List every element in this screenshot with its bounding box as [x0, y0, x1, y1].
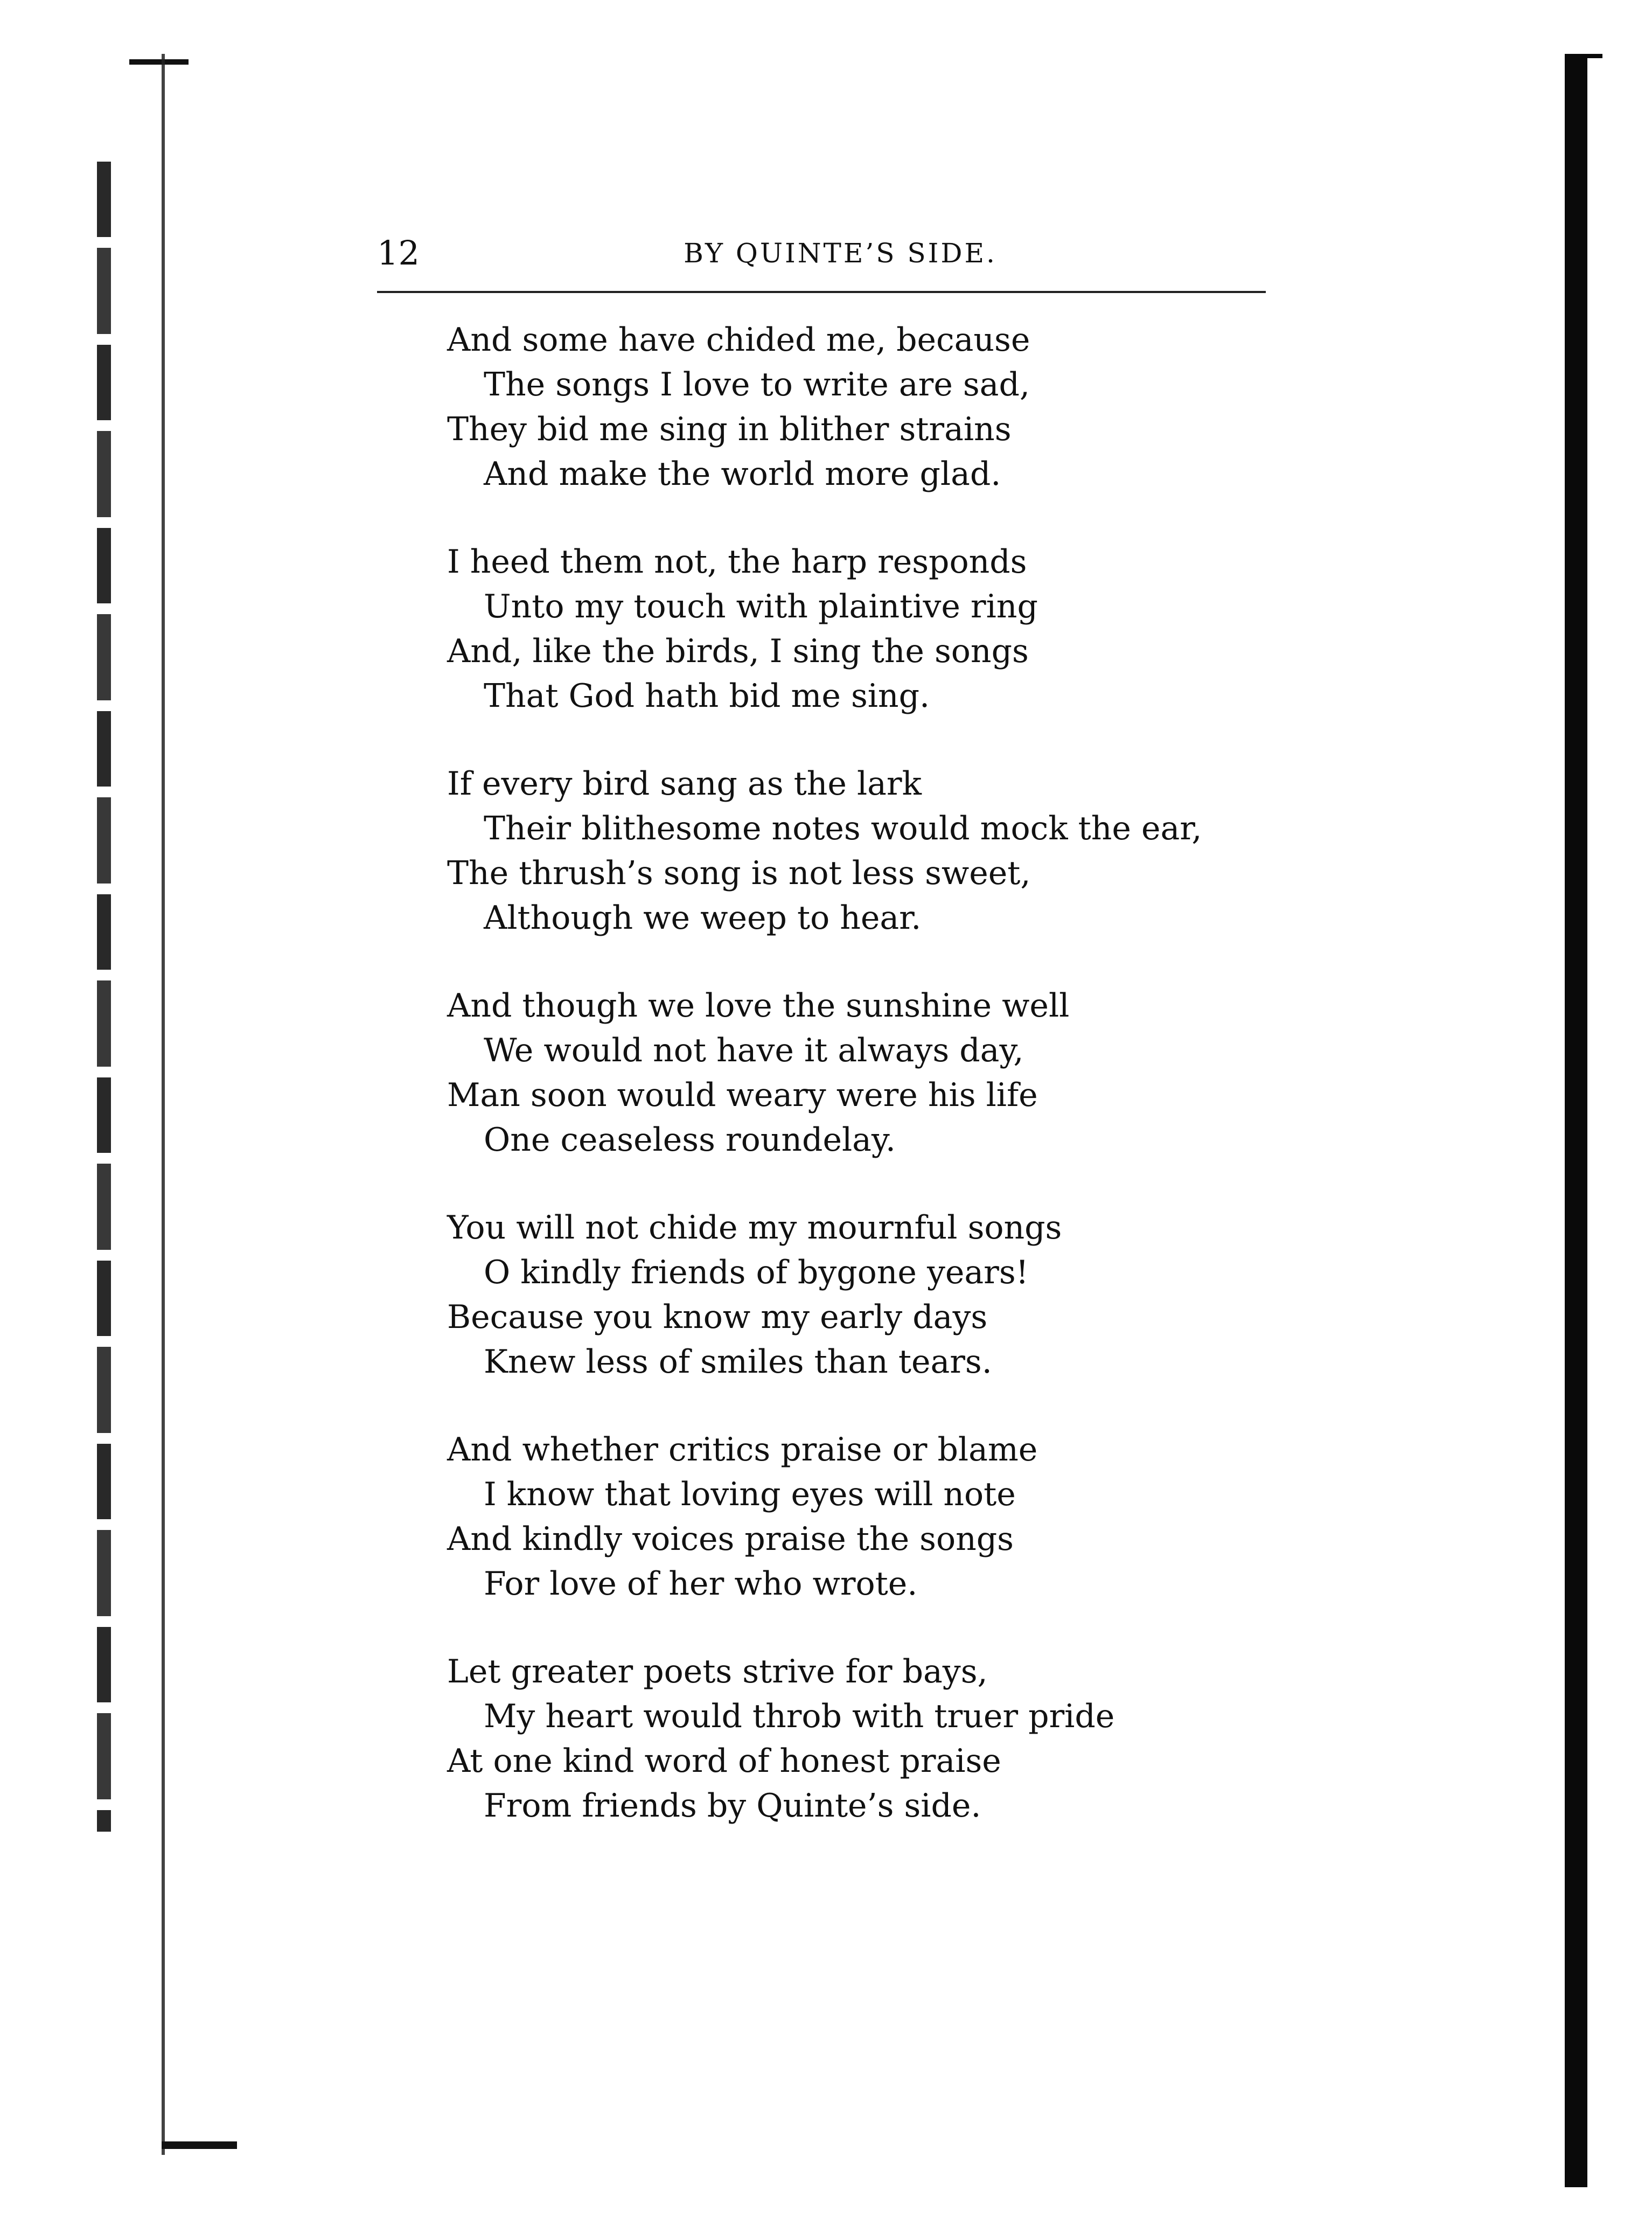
poem-line: The thrush’s song is not less sweet, [447, 854, 1031, 892]
poem-line: O kindly friends of bygone years! [484, 1254, 1029, 1291]
stanza [447, 540, 1470, 719]
poem-line: Although we weep to hear. [484, 899, 922, 937]
poem-line: The songs I love to write are sad, [484, 366, 1030, 404]
scan-edge-mark [162, 2141, 237, 2149]
scan-left-edge-line [162, 54, 165, 2155]
poem [447, 318, 1470, 1872]
stanza [447, 984, 1470, 1163]
poem-line: Man soon would weary were his life [447, 1076, 1038, 1114]
poem-line: Because you know my early days [447, 1298, 988, 1336]
running-title: BY QUINTE’S SIDE. [684, 238, 997, 269]
poem-line: Unto my touch with plaintive ring [484, 588, 1038, 625]
poem-line: They bid me sing in blither strains [447, 411, 1012, 448]
poem-line: And whether critics praise or blame [447, 1431, 1038, 1469]
poem-line: We would not have it always day, [484, 1032, 1024, 1069]
poem-line: From friends by Quinte’s side. [484, 1787, 981, 1825]
header-rule [377, 291, 1266, 293]
scan-edge-mark [129, 59, 189, 65]
poem-line: For love of her who wrote. [484, 1565, 918, 1603]
stanza [447, 1650, 1470, 1828]
poem-line: That God hath bid me sing. [484, 677, 930, 715]
poem-line: Let greater poets strive for bays, [447, 1653, 988, 1691]
page-header [377, 232, 1304, 275]
stanza [447, 762, 1470, 941]
poem-line: And kindly voices praise the songs [447, 1520, 1014, 1558]
poem-line: At one kind word of honest praise [447, 1742, 1001, 1780]
poem-line: And some have chided me, because [447, 321, 1030, 359]
poem-line: My heart would throb with truer pride [484, 1698, 1115, 1735]
poem-line: And though we love the sunshine well [447, 987, 1070, 1025]
poem-line: I know that loving eyes will note [484, 1476, 1016, 1513]
scan-right-edge [1565, 57, 1587, 2187]
page-number: 12 [377, 233, 420, 273]
poem-line: And make the world more glad. [484, 455, 1001, 493]
stanza [447, 1206, 1470, 1385]
poem-line: If every bird sang as the lark [447, 765, 922, 803]
scan-binding-edge [97, 162, 111, 1832]
poem-line: One ceaseless roundelay. [484, 1121, 896, 1159]
poem-line: And, like the birds, I sing the songs [447, 632, 1029, 670]
poem-line: Their blithesome notes would mock the ear, [484, 810, 1202, 847]
poem-line: I heed them not, the harp responds [447, 543, 1027, 581]
stanza [447, 318, 1470, 497]
poem-line: You will not chide my mournful songs [447, 1209, 1062, 1247]
poem-line: Knew less of smiles than tears. [484, 1343, 992, 1381]
stanza [447, 1428, 1470, 1606]
